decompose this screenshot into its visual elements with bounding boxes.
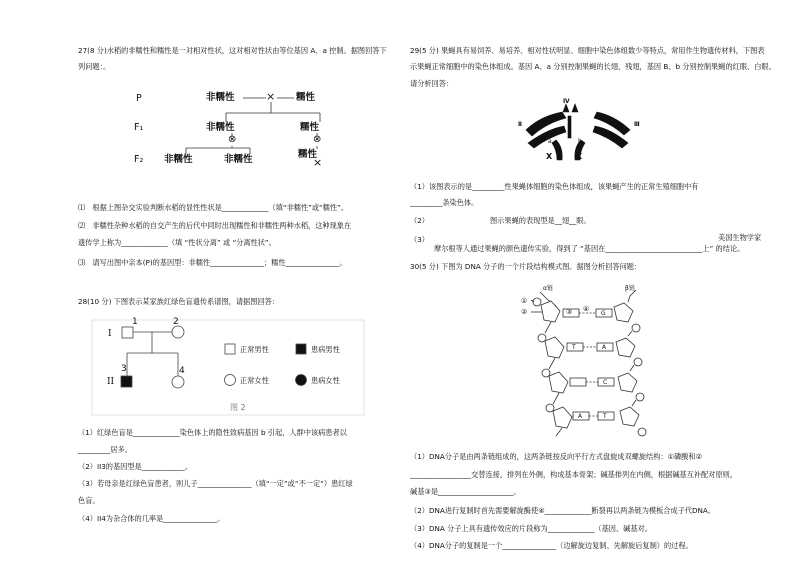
gen-label-f2: F₂ (134, 154, 144, 165)
q29-intro-line3: 请分析回答： (410, 79, 454, 88)
q28-item-3-line2: 色盲。 (78, 496, 100, 505)
f1-right-phenotype: 糯性 (300, 122, 320, 133)
q29-item-3-line2: 摩尔根等人通过果蝇的颜色遗传实验，得到了 “基因在___________________________上” 的结论。 (434, 244, 745, 253)
dna-label-1: ① (521, 297, 528, 305)
q29-intro-line2: 示果蝇正常细胞中的染色体组成。基因 A、a 分别控制果蝇的长翅、残翅，基因 B、b 分别控制果蝇的红眼、白眼。 (410, 62, 776, 71)
q30-item-2: （2）DNA进行复制时首先需要解旋酶使④_____________断裂再以两条链为模板合成子代DNA。 (410, 506, 716, 515)
dna-base-left-4: A (578, 413, 583, 420)
chrom-label-a: a (548, 138, 552, 145)
dna-circle-3: ③ (566, 308, 573, 316)
legend-affected-female: 患病女性 (311, 376, 340, 385)
dna-base-right-2: A (602, 344, 607, 351)
q30-intro: 30(5 分) 下图为 DNA 分子的一个片段结构模式图。据图分析回答问题： (410, 262, 642, 271)
q30-item-1-line1: （1）DNA分子是由两条链组成的，这两条链按反向平行方式盘旋成双螺旋结构：①磷酸和② (410, 452, 703, 461)
pedigree-number-2: 2 (173, 317, 179, 327)
p-right-phenotype: 糯性 (296, 92, 316, 103)
q28-intro: 28(10 分) 下图表示某家族红绿色盲遗传系谱图，请据图回答： (78, 297, 279, 306)
q30-item-1-line2: _________________交替连接，排列在外侧，构成基本骨架；碱基排列在内侧，根据碱基互补配对原则， (410, 470, 738, 479)
legend-affected-male: 患病男性 (311, 345, 340, 354)
q27-intro-line1: 27(8 分)水稻的非糯性和糯性是一对相对性状，这对相对性状由等位基因 A、a 控制。据图回答下 (78, 46, 387, 55)
q29-item-1-line2: _________条染色体。 (410, 198, 479, 207)
dna-label-2: ② (521, 308, 528, 316)
q28-item-4: （4）II4为杂合体的几率是_______________。 (78, 514, 225, 523)
q30-item-1-line3: 碱基③是_____________________。 (410, 487, 521, 496)
q30-item-4: （4）DNA分子的复制是一个_______________（边解旋边复制、先解旋后复制）的过程。 (410, 541, 693, 550)
q27-item-2-line2: 遗传学上称为_____________（填 “性状分离” 或 “分离性状”。 (78, 238, 276, 247)
f2-phenotype-b: 非糯性 (224, 154, 253, 165)
gen-label-f1: F₁ (134, 122, 144, 133)
dna-base-right-4: T (603, 413, 607, 420)
selfing-symbol-left: ⊗ (228, 134, 237, 145)
dna-base-right-1: G (601, 310, 606, 317)
chrom-label-x-right: X (576, 152, 583, 161)
chrom-label-b: b (578, 138, 582, 145)
dna-base-right-3: C (603, 379, 608, 386)
pedigree-number-1: 1 (132, 317, 138, 327)
q27-item-1: ⑴ 根据上图杂交实验判断水稻的显性性状是_____________（填“非糯性”或“糯性”。 (78, 203, 349, 212)
q29-intro-line1: 29(5 分) 果蝇具有易饲养、易培养、相对性状明显、细胞中染色体组数少等特点，常用作生物遗传材料，下图表 (410, 46, 765, 55)
q28-item-2: （2）II3的基因型是____________。 (78, 462, 193, 471)
gen-label-p: P (136, 93, 142, 104)
q29-item-3-suffix: 美国生物学家 (718, 233, 762, 242)
q28-item-3-line1: （3）若母亲是红绿色盲患者，则儿子_______________（填“一定”或“不一定”）患红绿 (78, 479, 353, 488)
q27-item-3: ⑶ 请写出图中亲本(P)的基因型：非糯性_______________；糯性_______________。 (78, 258, 347, 267)
q27-item-2-line1: ⑵ 非糯性杂种水稻的自交产生的后代中同时出现糯性和非糯性两种水稻，这种现象在 (78, 221, 352, 230)
pedigree-gen-I: I (108, 329, 112, 339)
cross-symbol: × (266, 90, 276, 103)
pedigree-number-3: 3 (121, 364, 127, 374)
dna-base-left-2: T (572, 344, 576, 351)
pedigree-gen-II: II (107, 377, 115, 387)
chrom-label-x-left: X (546, 152, 553, 161)
chrom-label-iv: Ⅳ (563, 98, 570, 105)
dna-chain-beta: β链 (625, 285, 635, 292)
f2-phenotype-a: 非糯性 (164, 154, 193, 165)
legend-normal-female: 正常女性 (240, 376, 269, 385)
chrom-label-iii-right: Ⅲ (634, 121, 640, 128)
legend-normal-male: 正常男性 (240, 345, 269, 354)
q29-item-2: （2） 图示果蝇的表现型是__翅__眼。 (410, 216, 591, 225)
pedigree-number-4: 4 (179, 366, 185, 376)
f2-cross-symbol: × (313, 156, 323, 169)
dna-chain-alpha: α链 (543, 285, 553, 292)
f2-phenotype-c: 糯性 (298, 149, 318, 160)
q28-item-1-line1: （1）红绿色盲是_____________染色体上的隐性致病基因 b 引起，人群中该病患者以 (78, 428, 347, 437)
chrom-label-ii-left: Ⅱ (518, 121, 522, 128)
selfing-symbol-right: ⊗ (313, 134, 322, 145)
f1-left-phenotype: 非糯性 (206, 122, 235, 133)
pedigree-caption: 图 2 (230, 403, 246, 412)
q27-intro-line2: 列问题：。 (78, 62, 111, 71)
dna-circle-4: ④ (583, 305, 590, 313)
p-left-phenotype: 非糯性 (206, 92, 235, 103)
q29-item-3-label: （3） (410, 235, 429, 244)
q30-item-3: （3）DNA 分子上具有遗传效应的片段称为_____________（基因、碱基对。 (410, 524, 652, 533)
q28-item-1-line2: _________居多。 (78, 445, 132, 454)
q29-item-1-line1: （1）该图表示的是_________性果蝇体细胞的染色体组成，该果蝇产生的正常生殖细胞中有 (410, 182, 699, 191)
